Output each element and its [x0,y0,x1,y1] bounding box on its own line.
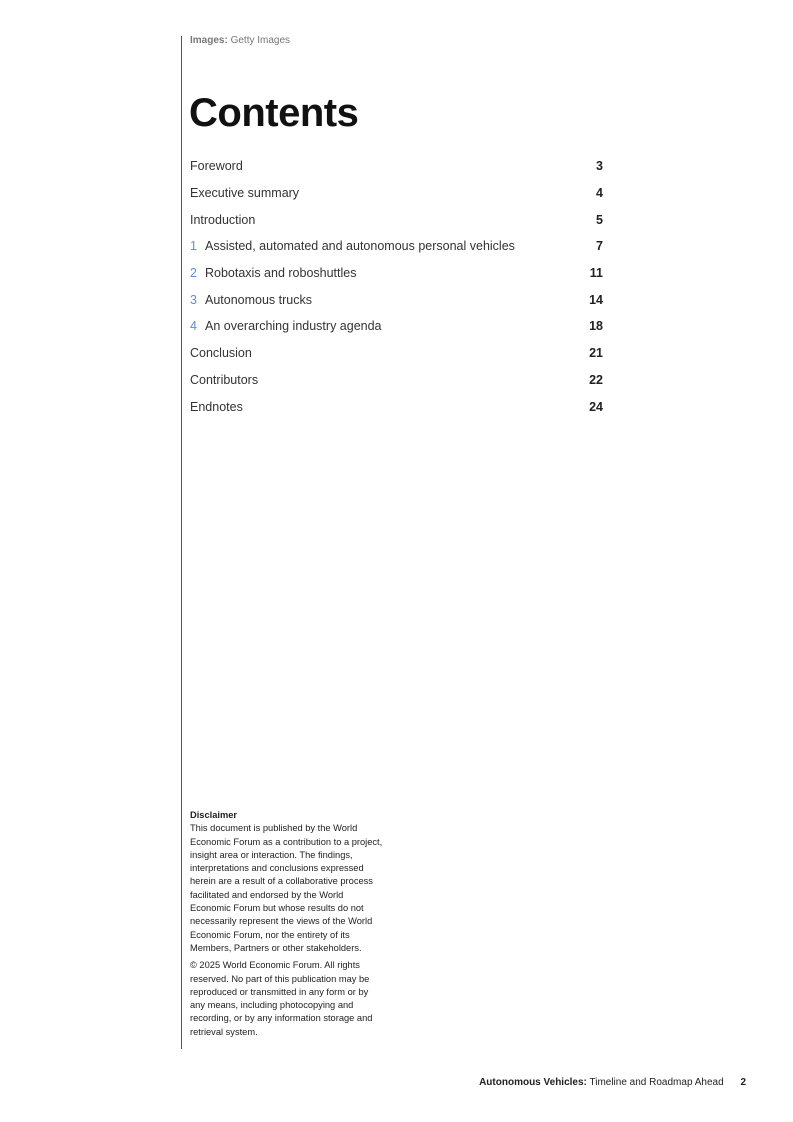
footer-page-number: 2 [740,1077,746,1088]
toc-item-contributors[interactable] [190,367,603,394]
toc-item-label: An overarching industry agenda [205,319,382,334]
disclaimer-block [190,809,385,1039]
toc-item-label: Executive summary [190,186,300,201]
toc-item-endnotes[interactable] [190,393,603,420]
toc-item-chapter-2[interactable] [190,260,603,287]
table-of-contents [190,153,603,420]
toc-item-page: 22 [589,372,603,387]
disclaimer-title: Disclaimer [190,810,238,820]
toc-item-chapter-3[interactable] [190,286,603,313]
toc-chapter-number: 1 [190,239,197,254]
toc-item-label: Assisted, automated and autonomous personal vehicles [205,239,515,254]
image-credit [190,35,290,46]
toc-item-chapter-1[interactable] [190,233,603,260]
toc-item-label: Endnotes [190,399,243,414]
toc-chapter-number: 4 [190,319,197,334]
toc-item-introduction[interactable] [190,206,603,233]
toc-item-label: Conclusion [190,346,252,361]
toc-item-page: 18 [589,319,603,334]
image-credit-label: Images: [190,35,228,46]
toc-item-label: Introduction [190,212,256,227]
page-footer [479,1077,746,1088]
toc-item-page: 7 [596,239,603,254]
footer-report-subtitle: Timeline and Roadmap Ahead [589,1077,724,1088]
page-title: Contents [189,91,359,135]
toc-item-label: Foreword [190,159,243,174]
left-vertical-rule [181,36,182,1049]
toc-item-foreword[interactable] [190,153,603,180]
toc-item-page: 21 [589,346,603,361]
toc-item-label: Robotaxis and roboshuttles [205,266,357,281]
footer-report-title: Autonomous Vehicles: [479,1077,587,1088]
toc-item-page: 4 [596,186,603,201]
toc-chapter-number: 2 [190,266,197,281]
toc-item-page: 3 [596,159,603,174]
toc-item-executive-summary[interactable] [190,180,603,207]
toc-item-page: 24 [589,399,603,414]
toc-item-label: Autonomous trucks [205,292,312,307]
copyright-notice: © 2025 World Economic Forum. All rights reserved. No part of this publication may be reproduced or transmitted in any form or by any means, including photocopying and recording, or by any information storage and retrieval system. [190,960,373,1037]
image-credit-value: Getty Images [230,35,291,46]
disclaimer-body: This document is published by the World Economic Forum as a contribution to a project, insight area or interaction. The findings, interpretations and conclusions expressed herein are a result of a collaborative process facilitated and endorsed by the World Economic Forum but whose results do not necessarily represent the views of the World Economic Forum, nor the entirety of its Members, Partners or other stakeholders. [190,823,383,953]
toc-item-conclusion[interactable] [190,340,603,367]
toc-item-page: 14 [589,292,603,307]
toc-item-page: 11 [589,266,603,281]
toc-item-chapter-4[interactable] [190,313,603,340]
toc-item-label: Contributors [190,372,259,387]
toc-chapter-number: 3 [190,292,197,307]
toc-item-page: 5 [596,212,603,227]
